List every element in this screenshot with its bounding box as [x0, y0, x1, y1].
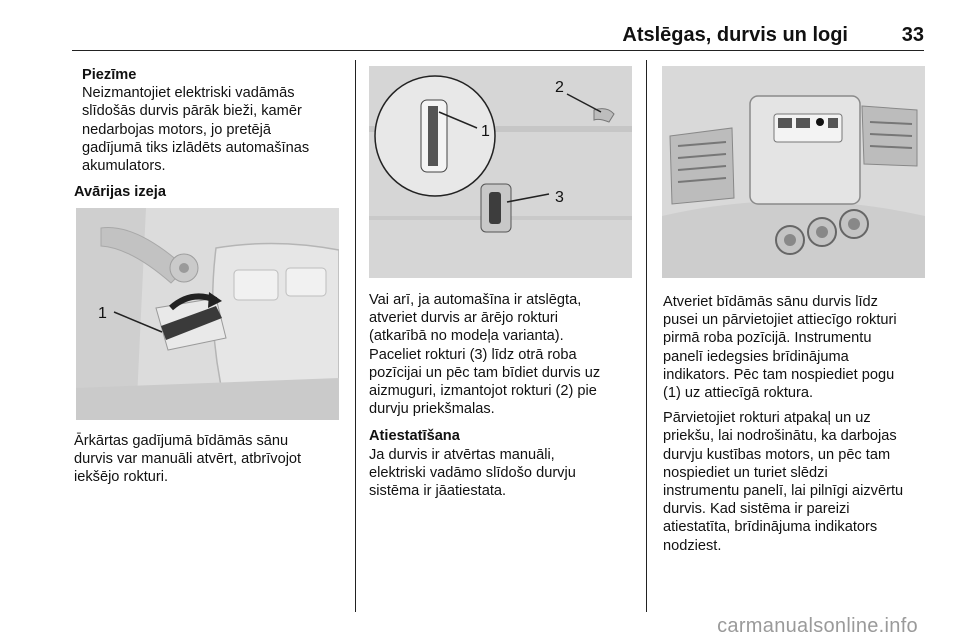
column-1 [74, 66, 344, 201]
body-line: Vai arī, ja automašīna ir atslēgta, [369, 292, 582, 308]
body-line: pirmā roba pozīcijā. Instrumentu [663, 330, 872, 347]
figure-instrument-panel [662, 66, 925, 278]
body-line: atiestatīta, brīdinājuma indikators [663, 519, 878, 536]
body-line: durvis. Kad sistēma ir pareizi [663, 501, 850, 518]
figure-exterior-handles [369, 66, 632, 278]
body-line: Atveriet bīdāmās sānu durvis līdz [663, 294, 878, 310]
body-line: Pārvietojiet rokturi atpakaļ un uz [663, 410, 871, 427]
watermark: carmanualsonline.info [717, 615, 918, 637]
header-rule [72, 50, 924, 51]
page-title: Atslēgas, durvis un logi [622, 24, 848, 46]
note-box [74, 66, 344, 175]
body-line: iekšējo rokturi. [74, 469, 169, 486]
section-heading-reset: Atiestatīšana [369, 428, 460, 445]
body-line: Paceliet rokturi (3) līdz otrā roba [369, 346, 577, 363]
body-line: indikators. Pēc tam nospiediet pogu [663, 366, 895, 383]
note-line: nedarbojas motors, jo pretējā [82, 121, 272, 138]
column-3-body [663, 293, 927, 555]
body-line: durvju kustības motors, un pēc tam [663, 446, 891, 463]
body-line: aizmuguri, izmantojot rokturi (2) pie [369, 383, 597, 400]
body-line: atveriet durvis ar ārējo rokturi [369, 310, 558, 327]
note-line: Neizmantojiet elektriski vadāmās [82, 85, 295, 102]
page-number: 33 [901, 24, 924, 46]
body-line: sistēma ir jāatiestata. [369, 483, 507, 500]
body-line: Ja durvis ir atvērtas manuāli, [369, 446, 555, 463]
figure-callout-1: 1 [481, 123, 490, 140]
page-header [0, 0, 960, 50]
column-2-body [369, 291, 641, 500]
body-line: durvis var manuāli atvērt, atbrīvojot [74, 451, 302, 468]
body-line: elektriski vadāmo slīdošo durvju [369, 464, 576, 481]
figure-callout-3: 3 [555, 189, 564, 206]
body-line: instrumentu panelī, lai pilnīgi aizvērtu [663, 483, 904, 500]
interior-handle-illustration [76, 208, 339, 420]
body-line: priekšu, lai nodrošinātu, ka darbojas [663, 428, 897, 445]
note-line: slīdošās durvis pārāk bieži, kamēr [82, 103, 302, 120]
body-line: nospiediet un turiet slēdzi [663, 464, 828, 481]
section-heading-emergency-exit: Avārijas izeja [74, 184, 166, 201]
note-title: Piezīme [82, 67, 137, 83]
body-line: durvju priekšmalas. [369, 401, 495, 418]
body-line: panelī iedegsies brīdinājuma [663, 348, 849, 365]
figure-callout-1: 1 [98, 305, 107, 322]
body-line: (atkarībā no modeļa varianta). [369, 328, 564, 345]
figure-callout-2: 2 [555, 79, 564, 96]
body-line: Ārkārtas gadījumā bīdāmās sānu [74, 433, 289, 449]
note-line: akumulators. [82, 158, 166, 175]
figure-interior-handle [76, 208, 339, 420]
column-1-body [74, 432, 349, 487]
note-line: gadījumā tiks izlādēts automašīnas [82, 139, 310, 156]
body-line: nodziest. [663, 537, 722, 554]
body-line: pozīcijai un pēc tam bīdiet durvis uz [369, 364, 601, 381]
instrument-panel-illustration [662, 66, 925, 278]
column-divider-1 [355, 60, 356, 612]
exterior-handle-illustration [369, 66, 632, 278]
column-divider-2 [646, 60, 647, 612]
body-line: pusei un pārvietojiet attiecīgo rokturi [663, 312, 897, 329]
body-line: (1) uz attiecīgā roktura. [663, 385, 814, 402]
